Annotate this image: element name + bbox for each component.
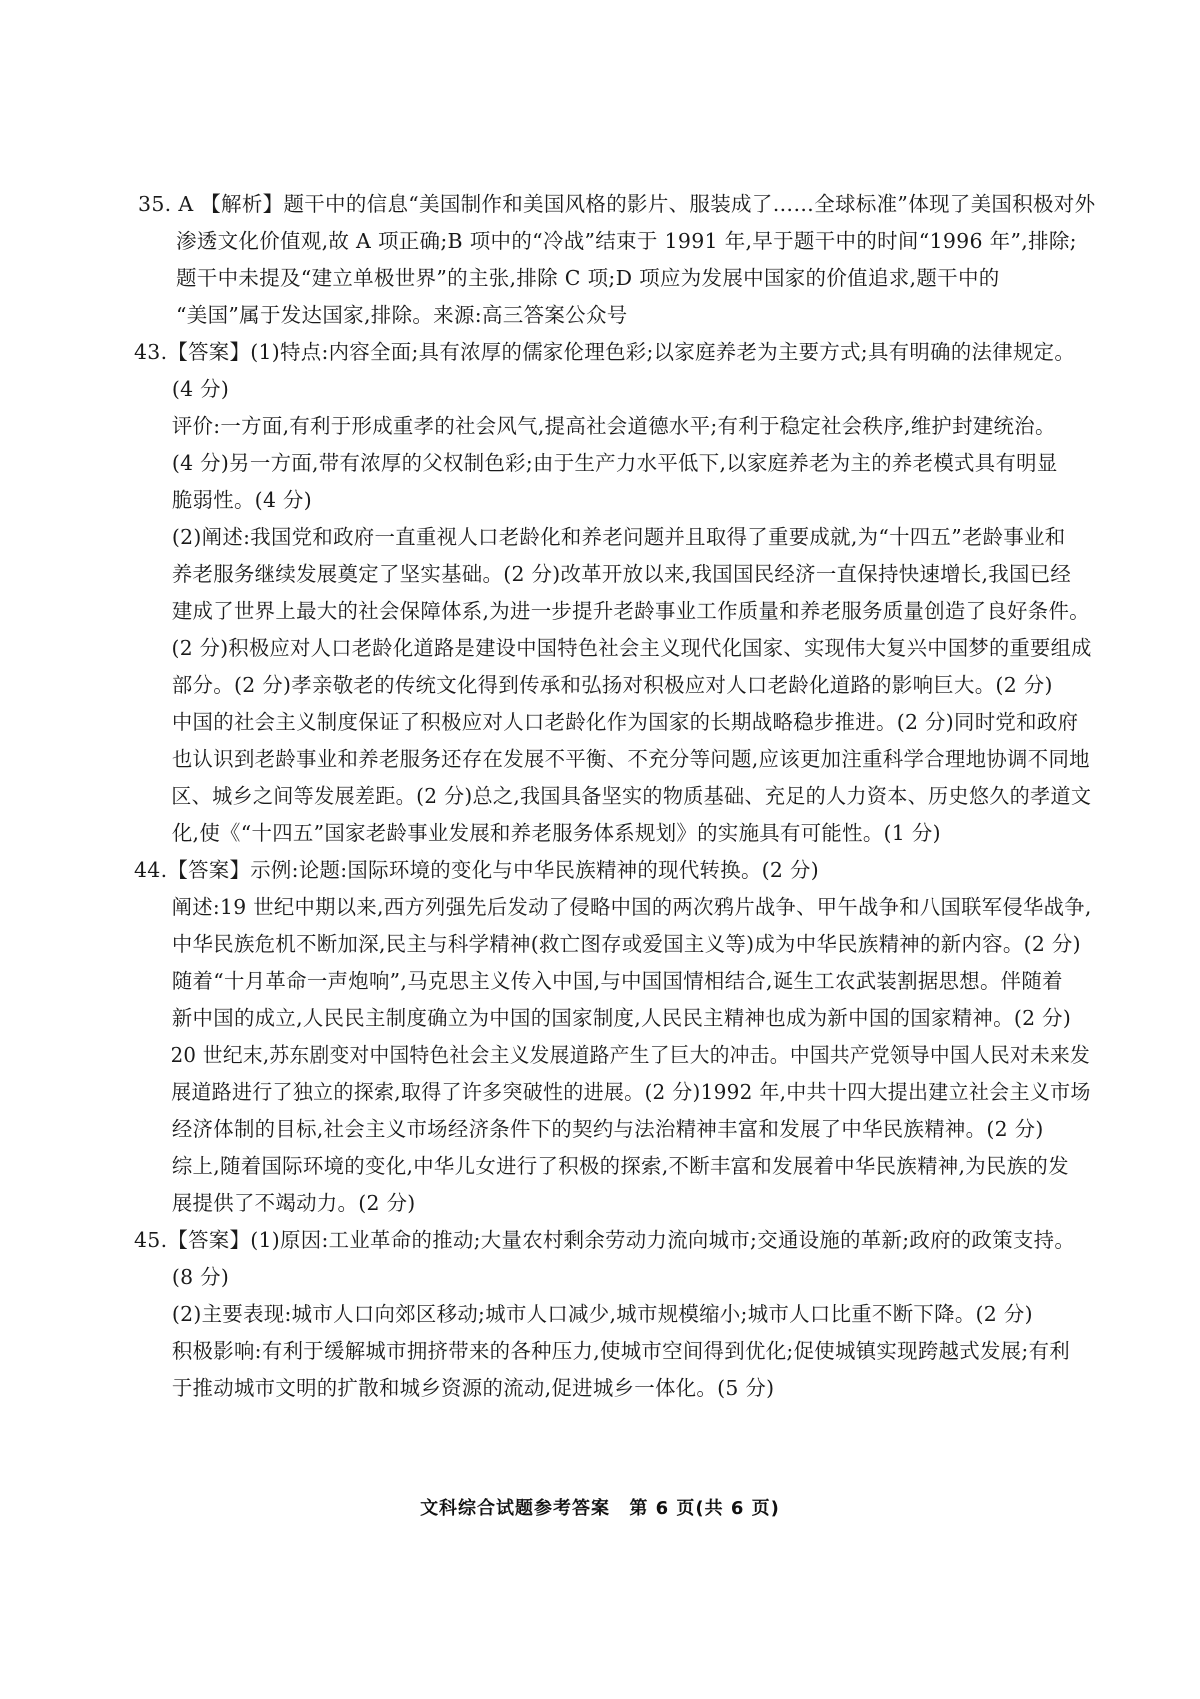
text-line: 区、城乡之间等发展差距。(2 分)总之,我国具备坚实的物质基础、充足的人力资本、历史悠久的孝道文 — [171, 784, 1092, 808]
answer-item-45 — [134, 1222, 1096, 1407]
text-line: “美国”属于发达国家,排除。来源:高三答案公众号 — [176, 303, 628, 327]
text-line: 新中国的成立,人民民主制度确立为中国的国家制度,人民民主精神也成为新中国的国家精神。(2 分) — [171, 1006, 1072, 1030]
text-line: 脆弱性。(4 分) — [171, 488, 312, 512]
text-line: 随着“十月革命一声炮响”,马克思主义传入中国,与中国国情相结合,诞生工农武装割据思想。伴随着 — [171, 969, 1063, 993]
text-line: (2)阐述:我国党和政府一直重视人口老龄化和养老问题并且取得了重要成就,为“十四五”老龄事业和 — [171, 525, 1066, 549]
text-line: 建成了世界上最大的社会保障体系,为进一步提升老龄事业工作质量和养老服务质量创造了良好条件。 — [171, 599, 1090, 623]
text-line: 评价:一方面,有利于形成重孝的社会风气,提高社会道德水平;有利于稳定社会秩序,维护封建统治。 — [171, 414, 1056, 438]
text-line: (4 分) — [171, 377, 230, 401]
footer-title: 文科综合试题参考答案 — [420, 1498, 611, 1519]
text-line: 20 世纪末,苏东剧变对中国特色社会主义发展道路产生了巨大的冲击。中国共产党领导中国人民对未来发 — [170, 1043, 1091, 1067]
footer-page-number: 第 6 页(共 6 页) — [629, 1498, 780, 1519]
text-line: (2 分)积极应对人口老龄化道路是建设中国特色社会主义现代化国家、实现伟大复兴中国梦的重要组成 — [171, 636, 1092, 660]
text-line: 综上,随着国际环境的变化,中华儿女进行了积极的探索,不断丰富和发展着中华民族精神,为民族的发 — [171, 1154, 1069, 1178]
text-line: 养老服务继续发展奠定了坚实基础。(2 分)改革开放以来,我国国民经济一直保持快速增长,我国已经 — [171, 562, 1072, 586]
text-line: (8 分) — [171, 1265, 230, 1289]
answer-item-44 — [134, 852, 1096, 1222]
text-line: 渗透文化价值观,故 A 项正确;B 项中的“冷战”结束于 1991 年,早于题干中的时间“1996 年”,排除; — [176, 229, 1077, 253]
answer-item-35 — [138, 186, 1096, 334]
text-line: 展道路进行了独立的探索,取得了许多突破性的进展。(2 分)1992 年,中共十四大提出建立社会主义市场 — [171, 1080, 1091, 1104]
answer-content — [134, 186, 1096, 1407]
text-line: 45.【答案】(1)原因:工业革命的推动;大量农村剩余劳动力流向城市;交通设施的革新;政府的政策支持。 — [134, 1228, 1076, 1252]
text-line: 43.【答案】(1)特点:内容全面;具有浓厚的儒家伦理色彩;以家庭养老为主要方式;具有明确的法律规定。 — [134, 340, 1076, 364]
text-line: 展提供了不竭动力。(2 分) — [171, 1191, 416, 1215]
text-line: 44.【答案】示例:论题:国际环境的变化与中华民族精神的现代转换。(2 分) — [134, 858, 819, 882]
text-line: 阐述:19 世纪中期以来,西方列强先后发动了侵略中国的两次鸦片战争、甲午战争和八国联军侵华战争, — [171, 895, 1092, 919]
text-line: 35. A 【解析】题干中的信息“美国制作和美国风格的影片、服装成了……全球标准”体现了美国积极对外 — [138, 192, 1096, 216]
text-line: 于推动城市文明的扩散和城乡资源的流动,促进城乡一体化。(5 分) — [171, 1376, 775, 1400]
page-footer — [0, 1494, 1200, 1520]
text-line: 积极影响:有利于缓解城市拥挤带来的各种压力,使城市空间得到优化;促使城镇实现跨越式发展;有利 — [171, 1339, 1071, 1363]
text-line: 化,使《“十四五”国家老龄事业发展和养老服务体系规划》的实施具有可能性。(1 分) — [171, 821, 941, 845]
text-line: (4 分)另一方面,带有浓厚的父权制色彩;由于生产力水平低下,以家庭养老为主的养老模式具有明显 — [171, 451, 1058, 475]
answer-item-43 — [134, 334, 1096, 852]
text-line: 经济体制的目标,社会主义市场经济条件下的契约与法治精神丰富和发展了中华民族精神。(2 分) — [171, 1117, 1044, 1141]
text-line: 部分。(2 分)孝亲敬老的传统文化得到传承和弘扬对积极应对人口老龄化道路的影响巨大。(2 分) — [171, 673, 1053, 697]
text-line: 中华民族危机不断加深,民主与科学精神(救亡图存或爱国主义等)成为中华民族精神的新内容。(2 分) — [171, 932, 1081, 956]
text-line: 也认识到老龄事业和养老服务还存在发展不平衡、不充分等问题,应该更加注重科学合理地协调不同地 — [171, 747, 1090, 771]
text-line: (2)主要表现:城市人口向郊区移动;城市人口减少,城市规模缩小;城市人口比重不断下降。(2 分) — [171, 1302, 1033, 1326]
text-line: 题干中未提及“建立单极世界”的主张,排除 C 项;D 项应为发展中国家的价值追求,题干中的 — [176, 266, 1000, 290]
text-line: 中国的社会主义制度保证了积极应对人口老龄化作为国家的长期战略稳步推进。(2 分)同时党和政府 — [171, 710, 1079, 734]
